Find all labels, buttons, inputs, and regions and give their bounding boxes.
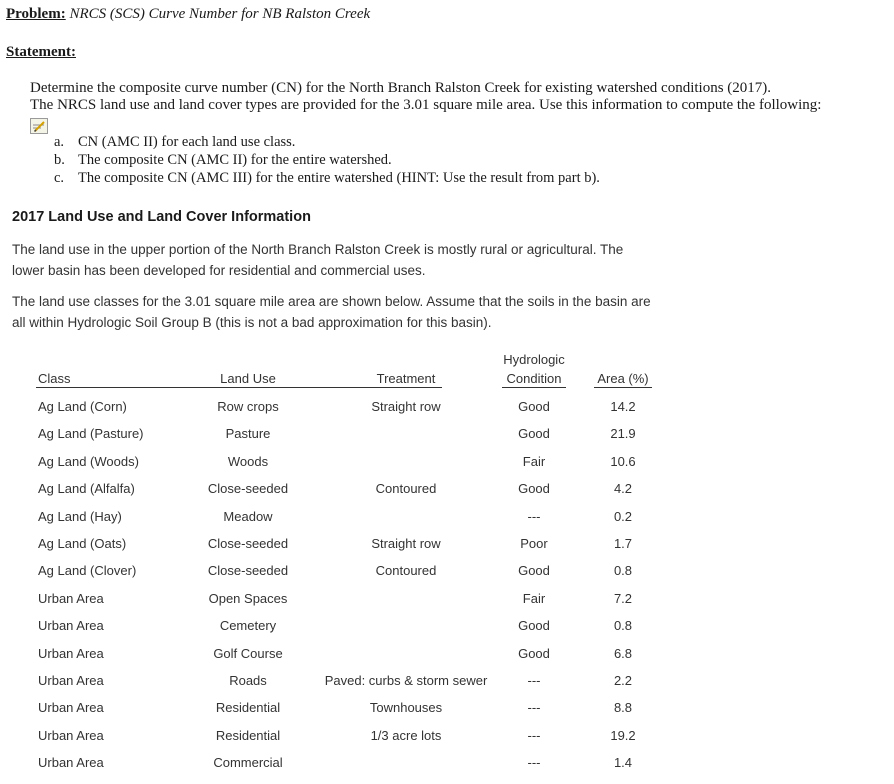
cell-class: Ag Land (Hay): [38, 508, 122, 524]
cell-condition: Good: [518, 645, 550, 661]
cell-class: Urban Area: [38, 727, 104, 743]
cell-area: 7.2: [613, 590, 633, 606]
cell-area: 8.8: [613, 700, 633, 716]
pencil-note-icon[interactable]: [30, 118, 48, 134]
header-treatment: Treatment: [376, 371, 436, 386]
cell-area: 6.8: [613, 645, 633, 661]
paragraph-1-line-2: lower basin has been developed for residential and commercial uses.: [12, 263, 426, 278]
cell-condition: ---: [527, 700, 541, 716]
cell-treatment: 1/3 acre lots: [370, 727, 442, 743]
cell-land-use: Open Spaces: [208, 590, 288, 606]
cell-treatment: Townhouses: [369, 700, 443, 716]
cell-class: Ag Land (Woods): [38, 453, 139, 469]
cell-area: 19.2: [610, 727, 636, 743]
paragraph-2-line-2: all within Hydrologic Soil Group B (this is not a bad approximation for this basin).: [12, 315, 492, 330]
cell-area: 0.8: [613, 563, 633, 579]
task-letter: c.: [54, 170, 65, 186]
cell-class: Urban Area: [38, 755, 104, 771]
task-text: The composite CN (AMC II) for the entire watershed.: [78, 152, 392, 168]
task-c: [54, 170, 754, 188]
cell-condition: Good: [518, 563, 550, 579]
cell-condition: Poor: [520, 536, 548, 551]
cell-area: 2.2: [613, 673, 633, 688]
header-land-use: Land Use: [220, 371, 276, 386]
problem-label: Problem:: [6, 6, 66, 22]
cell-class: Ag Land (Clover): [38, 563, 137, 579]
cell-condition: Fair: [522, 590, 546, 606]
header-underline-left: [36, 387, 442, 388]
problem-heading: [6, 6, 370, 23]
task-b: [54, 152, 754, 170]
cell-condition: ---: [527, 673, 541, 688]
cell-condition: Good: [518, 618, 550, 634]
cell-land-use: Commercial: [213, 755, 283, 771]
cell-condition: Good: [518, 481, 550, 497]
cell-treatment: Contoured: [375, 481, 437, 497]
paragraph-1-line-1: The land use in the upper portion of the North Branch Ralston Creek is mostly rural or agricultural. The: [12, 242, 624, 257]
header-class: Class: [38, 371, 71, 386]
cell-land-use: Close-seeded: [207, 481, 289, 497]
header-underline-area: [594, 387, 652, 388]
problem-title: NRCS (SCS) Curve Number for NB Ralston Creek: [69, 6, 371, 22]
cell-land-use: Residential: [215, 727, 281, 743]
cell-area: 0.8: [613, 618, 633, 634]
cell-condition: Fair: [522, 453, 546, 469]
cell-area: 1.4: [613, 755, 633, 771]
cell-class: Ag Land (Oats): [38, 536, 127, 551]
cell-condition: Good: [518, 399, 550, 414]
cell-area: 21.9: [610, 426, 636, 442]
cell-land-use: Roads: [229, 673, 267, 688]
cell-class: Urban Area: [38, 645, 104, 661]
statement-heading: Statement:: [6, 44, 76, 60]
cell-condition: ---: [527, 755, 541, 771]
cell-treatment: Straight row: [371, 399, 441, 414]
cell-class: Ag Land (Corn): [38, 399, 127, 414]
cell-class: Urban Area: [38, 673, 104, 688]
header-area: Area (%): [597, 371, 649, 386]
task-text: The composite CN (AMC III) for the entire watershed (HINT: Use the result from part b).: [78, 170, 600, 186]
cell-land-use: Pasture: [225, 426, 271, 442]
paragraph-2-line-1: The land use classes for the 3.01 square mile area are shown below. Assume that the soils in the basin are: [12, 294, 651, 309]
statement-line-2: The NRCS land use and land cover types are provided for the 3.01 square mile area. Use this information to compute the following:: [30, 97, 822, 113]
header-condition-top: Hydrologic: [503, 352, 565, 367]
cell-area: 4.2: [613, 481, 633, 497]
header-condition-bottom: Condition: [506, 371, 562, 386]
cell-land-use: Meadow: [223, 508, 273, 524]
task-a: [54, 134, 754, 152]
cell-treatment: Straight row: [371, 536, 441, 551]
cell-land-use: Residential: [215, 700, 281, 716]
cell-condition: ---: [527, 508, 541, 524]
header-underline-condition: [502, 387, 566, 388]
cell-class: Urban Area: [38, 618, 104, 634]
cell-class: Urban Area: [38, 590, 104, 606]
cell-class: Urban Area: [38, 700, 104, 716]
cell-land-use: Woods: [227, 453, 269, 469]
task-letter: a.: [54, 134, 65, 150]
cell-land-use: Close-seeded: [207, 536, 289, 551]
task-text: CN (AMC II) for each land use class.: [78, 134, 296, 150]
cell-land-use: Close-seeded: [207, 563, 289, 579]
cell-area: 0.2: [613, 508, 633, 524]
cell-condition: ---: [527, 727, 541, 743]
cell-class: Ag Land (Pasture): [38, 426, 144, 442]
cell-treatment: Contoured: [375, 563, 437, 579]
cell-treatment: Paved: curbs & storm sewer: [324, 673, 488, 688]
cell-land-use: Cemetery: [219, 618, 277, 634]
cell-land-use: Row crops: [217, 399, 279, 414]
task-letter: b.: [54, 152, 65, 168]
section-title: 2017 Land Use and Land Cover Information: [12, 209, 311, 225]
cell-area: 10.6: [610, 453, 636, 469]
cell-area: 14.2: [610, 399, 636, 414]
cell-condition: Good: [518, 426, 550, 442]
cell-land-use: Golf Course: [213, 645, 283, 661]
cell-class: Ag Land (Alfalfa): [38, 481, 135, 497]
cell-area: 1.7: [613, 536, 633, 551]
statement-line-1: Determine the composite curve number (CN) for the North Branch Ralston Creek for existing watershed conditions (2017).: [30, 80, 772, 96]
